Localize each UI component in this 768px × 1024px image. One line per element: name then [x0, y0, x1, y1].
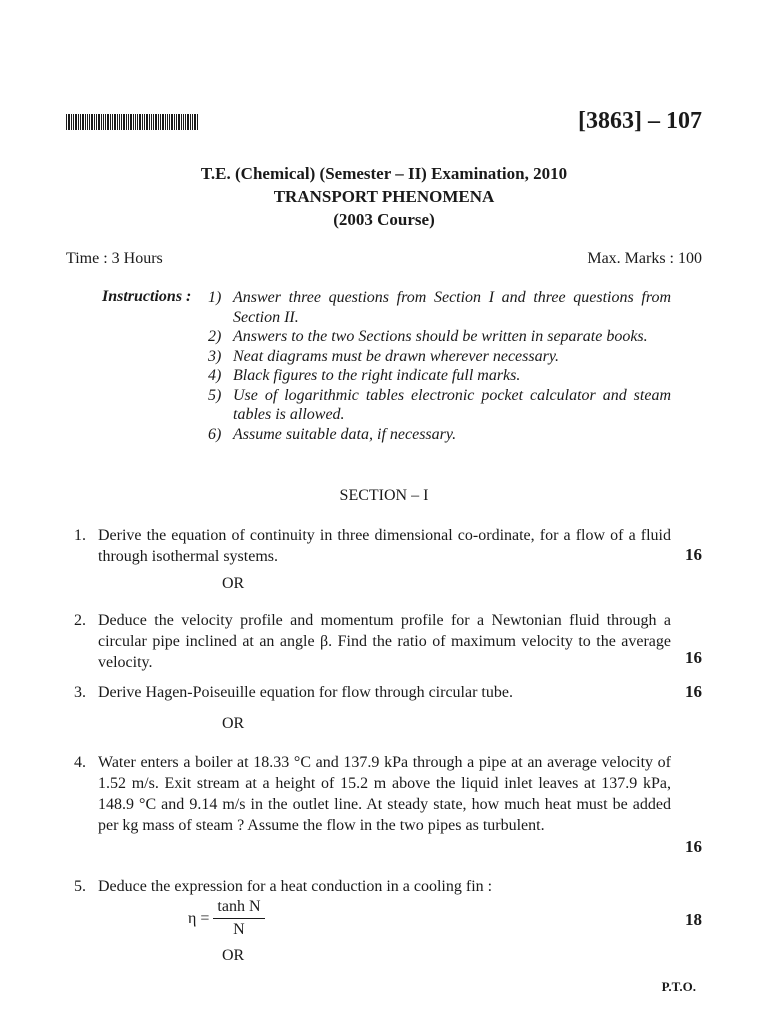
question-marks: 16 — [685, 545, 702, 564]
time-label: Time : 3 Hours — [66, 250, 163, 267]
question-marks: 18 — [685, 910, 702, 929]
instruction-text: Neat diagrams must be drawn wherever necessary. — [233, 347, 560, 365]
or-separator: OR — [222, 575, 245, 592]
question-text: Derive Hagen-Poiseuille equation for flow through circular tube. — [98, 684, 513, 701]
instruction-number: 3) — [208, 347, 222, 365]
instruction-number: 1) — [208, 289, 222, 306]
instruction-text: Answers to the two Sections should be written in separate books. — [233, 328, 648, 345]
instruction-item — [208, 288, 671, 327]
question-marks: 16 — [685, 682, 702, 701]
formula-fraction — [213, 898, 264, 939]
question-marks: 16 — [685, 837, 702, 856]
question-2 — [74, 610, 671, 673]
question-1 — [74, 525, 671, 567]
instructions-label: Instructions : — [102, 288, 192, 305]
question-3 — [74, 682, 671, 703]
instruction-number: 6) — [208, 425, 222, 443]
course-title: (2003 Course) — [333, 210, 435, 229]
question-text: Derive the equation of continuity in three dimensional co-ordinate, for a flow of a fluid through isothermal systems. — [98, 527, 671, 565]
formula-lhs: η = — [188, 909, 210, 927]
question-number: 4. — [74, 754, 86, 771]
instruction-number: 2) — [208, 328, 222, 345]
question-marks: 16 — [685, 648, 702, 667]
question-text: Water enters a boiler at 18.33 °C and 137.9 kPa through a pipe at an average velocity of 1.52 m/s. Exit stream at a height of 15.2 m above the liquid inlet leaves at 137.9 kPa, 148.9 °C and 9.14 m/s in the outlet line. At steady state, how much heat must be added per kg mass of steam ? Assume the flow in the two pipes as turbulent. — [98, 754, 671, 834]
instruction-item — [208, 327, 671, 347]
subject-title: TRANSPORT PHENOMENA — [273, 187, 495, 206]
question-4 — [74, 752, 671, 836]
question-text: Deduce the expression for a heat conduction in a cooling fin : — [98, 878, 493, 895]
instruction-text: Use of logarithmic tables electronic pocket calculator and steam tables is allowed. — [233, 386, 671, 423]
question-5 — [74, 876, 671, 897]
question-number: 1. — [74, 527, 86, 544]
max-marks-label: Max. Marks : 100 — [587, 250, 702, 267]
instruction-item — [208, 386, 671, 425]
formula-numerator: tanh N — [213, 898, 264, 919]
instruction-number: 4) — [208, 367, 222, 384]
instruction-text: Assume suitable data, if necessary. — [233, 425, 457, 443]
instruction-item — [208, 347, 671, 367]
question-number: 2. — [74, 612, 86, 629]
pto-label: P.T.O. — [661, 979, 696, 994]
question-number: 5. — [74, 878, 86, 895]
instruction-text: Black figures to the right indicate full marks. — [233, 367, 521, 384]
exam-title: T.E. (Chemical) (Semester – II) Examination, 2010 — [200, 164, 568, 183]
instructions-list — [208, 288, 671, 444]
instruction-item — [208, 425, 671, 445]
instruction-text: Answer three questions from Section I and three questions from Section II. — [233, 289, 671, 326]
barcode — [66, 114, 198, 130]
paper-code: [3863] – 107 — [578, 108, 702, 134]
section-heading: SECTION – I — [339, 487, 429, 504]
or-separator: OR — [222, 715, 245, 732]
question-number: 3. — [74, 684, 86, 701]
instruction-number: 5) — [208, 386, 222, 404]
question-text: Deduce the velocity profile and momentum profile for a Newtonian fluid through a circular pipe inclined at an angle β. Find the ratio of maximum velocity to the average velocity. — [98, 612, 671, 671]
formula-denominator: N — [233, 921, 245, 938]
or-separator: OR — [222, 947, 245, 964]
instruction-item — [208, 366, 671, 386]
fin-efficiency-formula — [188, 898, 265, 939]
